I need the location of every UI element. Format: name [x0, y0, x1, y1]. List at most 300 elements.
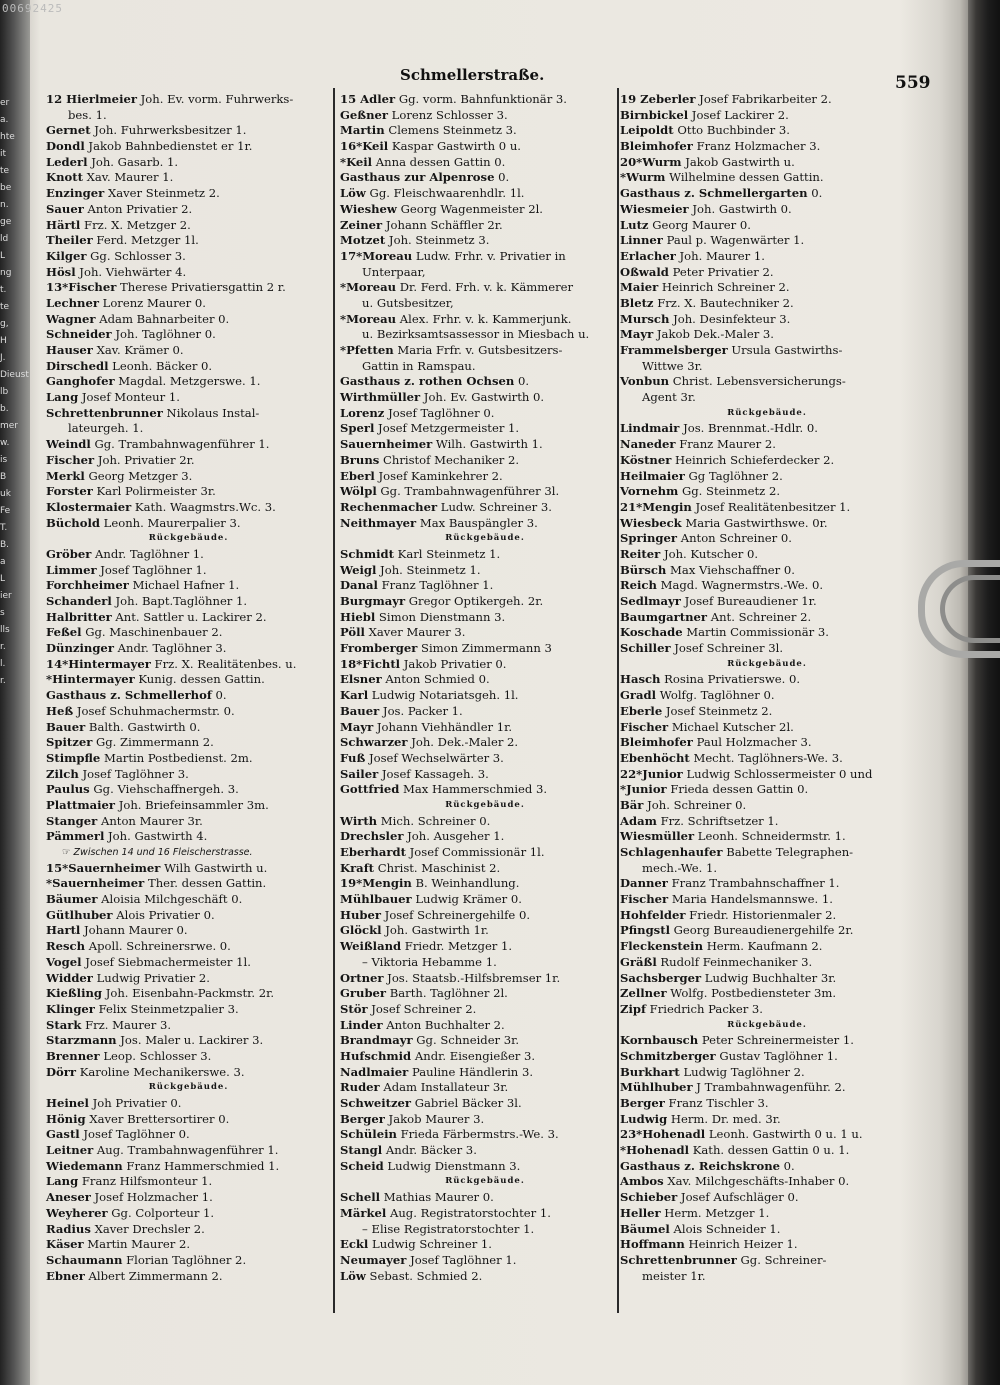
resident-name: Starzmann: [46, 1033, 117, 1048]
resident-entry: [340, 688, 630, 704]
resident-details: Florian Taglöhner 2.: [122, 1252, 247, 1267]
resident-entry: [340, 1002, 630, 1018]
resident-entry: [340, 343, 630, 359]
resident-entry: [46, 218, 331, 234]
resident-details: Joh. Ausgeher 1.: [403, 829, 505, 844]
margin-fragment: L: [0, 574, 6, 584]
entry-continuation: – Elise Registratorstochter 1.: [362, 1221, 535, 1236]
resident-entry: [340, 1190, 630, 1206]
resident-details: 0.: [807, 186, 823, 201]
resident-entry: [340, 610, 630, 626]
margin-fragment: L: [0, 251, 6, 261]
margin-fragment: s: [0, 608, 5, 618]
resident-name: Fromberger: [340, 641, 418, 656]
resident-name: Brandmayr: [340, 1033, 413, 1048]
resident-entry: [620, 343, 914, 359]
resident-entry: [620, 1222, 914, 1238]
resident-details: Herm. Dr. med. 3r.: [667, 1111, 781, 1126]
resident-entry: [46, 688, 331, 704]
resident-details: Josef Realitätenbesitzer 1.: [691, 499, 851, 514]
resident-details: 0.: [780, 1158, 795, 1173]
resident-details: Babette Telegraphen-: [722, 845, 854, 859]
house-number: *: [340, 311, 347, 326]
resident-name: Bäumel: [620, 1221, 670, 1236]
resident-name: Sauernheimer: [68, 860, 161, 875]
resident-entry: [340, 704, 630, 720]
resident-details: Joh. Taglöhner 0.: [111, 327, 216, 342]
resident-details: Rosina Privatierswe. 0.: [660, 672, 801, 687]
resident-name: Schrettenbrunner: [46, 405, 163, 420]
resident-details: Aug. Trambahnwagenführer 1.: [93, 1143, 279, 1158]
resident-name: Schülein: [340, 1127, 397, 1142]
resident-entry: [620, 641, 914, 657]
resident-entry: [46, 280, 331, 296]
house-number: 19: [620, 92, 641, 106]
resident-entry: [46, 594, 331, 610]
resident-name: Huber: [340, 907, 381, 922]
resident-name: Spitzer: [46, 735, 93, 750]
resident-entry: [340, 876, 630, 892]
house-number: 20*: [620, 154, 643, 169]
resident-entry: [620, 108, 914, 124]
margin-fragment: ld: [0, 234, 9, 244]
resident-entry: [46, 1174, 331, 1190]
resident-entry: [340, 971, 630, 987]
resident-entry: [46, 1253, 331, 1269]
resident-name: Frammelsberger: [620, 343, 728, 357]
resident-name: Heilmaier: [620, 468, 685, 483]
resident-details: Gg. Schneider 3r.: [412, 1033, 520, 1048]
resident-name: Schieber: [620, 1190, 678, 1205]
resident-entry: [46, 469, 331, 485]
column-middle: [340, 92, 630, 1284]
resident-details: Joh. Eisenbahn-Packmstr. 2r.: [102, 986, 275, 1001]
resident-details: Gg. Schlosser 3.: [86, 248, 186, 263]
resident-name: Stark: [46, 1017, 82, 1032]
margin-fragment: T.: [0, 523, 8, 533]
resident-details: Xaver Steinmetz 2.: [104, 186, 220, 201]
resident-details: Joh. Gastwirth 1r.: [381, 923, 489, 938]
entry-continuation: bes. 1.: [68, 107, 107, 122]
corner-stamp: 00692425: [2, 2, 63, 15]
resident-name: Paulus: [46, 782, 90, 797]
resident-entry: [46, 1269, 331, 1285]
resident-details: Gg. Schreiner-: [736, 1252, 827, 1267]
resident-name: Junior: [626, 782, 667, 797]
resident-details: Gg. vorm. Bahnfunktionär 3.: [395, 92, 567, 106]
resident-entry: [340, 751, 630, 767]
section-heading: Rückgebäude.: [727, 1019, 807, 1030]
resident-entry: [620, 123, 914, 139]
resident-details: Frz. Schriftsetzer 1.: [656, 813, 779, 828]
resident-entry: [620, 547, 914, 563]
resident-entry: [46, 720, 331, 736]
house-number: 22*: [620, 766, 643, 781]
resident-name: Kornbausch: [620, 1033, 699, 1048]
resident-details: Aloisia Milchgeschäft 0.: [97, 892, 243, 907]
resident-entry: [340, 1269, 630, 1285]
entry-continuation: u. Bezirksamtsassessor in Miesbach u.: [362, 327, 590, 342]
margin-fragment: it: [0, 149, 7, 159]
resident-details: Friedr. Historienmaler 2.: [685, 907, 837, 922]
resident-details: Paul p. Wagenwärter 1.: [662, 233, 805, 248]
resident-details: Max Bauspängler 3.: [416, 515, 538, 530]
resident-entry: [46, 1049, 331, 1065]
resident-name: Hösl: [46, 264, 76, 279]
resident-name: Reich: [620, 578, 657, 593]
resident-name: Forster: [46, 484, 93, 499]
resident-name: Mühlhuber: [620, 1080, 693, 1095]
resident-details: Joh. Schreiner 0.: [643, 797, 747, 812]
resident-entry: [620, 1143, 914, 1159]
resident-details: Joh. Ev. vorm. Fuhrwerks-: [136, 92, 294, 106]
paper-clip-inner: [940, 575, 1000, 643]
resident-name: Adler: [360, 92, 396, 106]
resident-details: Joh Privatier 0.: [88, 1096, 182, 1110]
resident-name: Schell: [340, 1190, 381, 1205]
resident-entry: [46, 1206, 331, 1222]
resident-name: Gütlhuber: [46, 907, 113, 922]
resident-details: Maria Frfr. v. Gutsbesitzers-: [393, 343, 563, 357]
resident-name: Zeiner: [340, 217, 383, 232]
resident-entry: [46, 233, 331, 249]
resident-details: Josef Taglöhner 0.: [79, 1127, 190, 1142]
resident-entry: [46, 547, 331, 563]
resident-entry: [340, 1237, 630, 1253]
resident-name: Wiedemann: [46, 1158, 123, 1173]
resident-entry: [46, 390, 331, 406]
resident-entry: [620, 437, 914, 453]
resident-name: Hohenadl: [642, 1127, 706, 1142]
resident-name: Sauernheimer: [340, 437, 433, 452]
resident-entry: [620, 923, 914, 939]
resident-entry: [46, 861, 331, 877]
resident-entry: [620, 296, 914, 312]
resident-entry: [340, 563, 630, 579]
resident-details: Albert Zimmermann 2.: [84, 1268, 223, 1283]
column-rule-left: [333, 88, 335, 1313]
resident-details: Jos. Brennmat.-Hdlr. 0.: [679, 421, 818, 436]
resident-details: Xaver Drechsler 2.: [90, 1221, 205, 1236]
house-number: *: [46, 672, 53, 687]
resident-entry: [340, 406, 630, 422]
resident-details: Jakob Maurer 3.: [384, 1111, 485, 1126]
resident-details: Wolfg. Postbediensteter 3m.: [666, 986, 837, 1001]
resident-details: Georg Maurer 0.: [648, 217, 751, 232]
resident-entry: [340, 500, 630, 516]
resident-details: Frieda dessen Gattin 0.: [666, 782, 809, 797]
resident-details: Gustav Taglöhner 1.: [715, 1048, 838, 1063]
resident-details: Leonh. Schneidermstr. 1.: [694, 829, 846, 844]
resident-name: Scheid: [340, 1158, 384, 1173]
margin-fragment: H: [0, 336, 7, 346]
resident-entry: [46, 1112, 331, 1128]
resident-entry: [46, 625, 331, 641]
resident-details: Martin Maurer 2.: [83, 1237, 191, 1252]
resident-entry: [340, 186, 630, 202]
house-number: 18*: [340, 656, 363, 671]
resident-entry: [340, 218, 630, 234]
resident-details: Ther. dessen Gattin.: [144, 876, 267, 891]
resident-entry: [46, 939, 331, 955]
resident-details: Frz. X. Realitätenbes. u.: [150, 656, 297, 671]
resident-name: Hiebl: [340, 609, 376, 624]
resident-details: Anton Schreiner 0.: [677, 531, 792, 546]
resident-details: Ludw. Schreiner 3.: [437, 499, 552, 514]
resident-details: Ludwig Taglöhner 2.: [679, 1064, 805, 1079]
resident-details: Josef Taglöhner 3.: [78, 766, 189, 781]
resident-name: Moreau: [362, 248, 413, 263]
resident-details: Gabriel Bäcker 3l.: [411, 1096, 522, 1110]
margin-fragment: a.: [0, 115, 9, 125]
resident-details: Heinrich Heizer 1.: [684, 1237, 798, 1252]
resident-name: Gasthaus zur Alpenrose: [340, 170, 495, 185]
resident-entry: [620, 327, 914, 343]
resident-details: Gg. Steinmetz 2.: [678, 484, 781, 499]
resident-details: Jakob Bahnbedienstet er 1r.: [84, 139, 253, 154]
resident-details: Paul Holzmacher 3.: [692, 735, 812, 750]
margin-fragment: is: [0, 455, 8, 465]
resident-details: Max Hammerschmied 3.: [399, 782, 548, 797]
resident-details: Josef Kaminkehrer 2.: [374, 468, 503, 483]
resident-name: Sauer: [46, 201, 84, 216]
resident-name: Bürsch: [620, 562, 667, 577]
entry-continuation: Gattin in Ramspau.: [362, 358, 476, 373]
margin-fragment: uk: [0, 489, 11, 499]
resident-details: Josef Bureaudiener 1r.: [680, 594, 817, 608]
resident-details: Heinrich Schieferdecker 2.: [671, 452, 835, 467]
resident-name: Naneder: [620, 437, 676, 452]
resident-details: Martin Postbedienst. 2m.: [100, 750, 253, 765]
resident-entry: [46, 657, 331, 673]
resident-name: Enzinger: [46, 186, 105, 201]
entry-continuation: meister 1r.: [642, 1268, 706, 1283]
resident-details: Ludwig Privatier 2.: [92, 970, 210, 985]
resident-entry: [620, 751, 914, 767]
resident-entry: [620, 484, 914, 500]
resident-entry: [46, 1018, 331, 1034]
resident-name: Bauer: [340, 703, 380, 718]
resident-details: Jakob Dek.-Maler 3.: [653, 327, 774, 342]
resident-entry: [46, 798, 331, 814]
resident-name: Mayr: [620, 327, 654, 342]
resident-entry: [340, 249, 630, 265]
resident-name: Lederl: [46, 154, 88, 169]
resident-name: Wiesmüller: [620, 829, 695, 844]
resident-details: Josef Siebmachermeister 1l.: [81, 954, 251, 969]
resident-details: Joh. Maurer 1.: [675, 248, 765, 263]
resident-details: Joh. Viehwärter 4.: [75, 264, 187, 279]
resident-details: Josef Monteur 1.: [78, 390, 180, 405]
resident-details: Anton Privatier 2.: [83, 201, 193, 216]
margin-fragment: n.: [0, 200, 9, 210]
resident-name: Gernet: [46, 123, 91, 138]
resident-name: Käser: [46, 1237, 84, 1252]
resident-details: Ludwig Krämer 0.: [411, 892, 522, 907]
resident-name: Mengin: [362, 876, 412, 891]
resident-name: Fuß: [340, 750, 366, 765]
resident-entry: [620, 218, 914, 234]
resident-entry: [620, 971, 914, 987]
margin-fragment: t.: [0, 285, 7, 295]
resident-name: Mühlbauer: [340, 892, 412, 907]
resident-name: Gasthaus z. rothen Ochsen: [340, 374, 515, 389]
resident-entry: [620, 469, 914, 485]
house-number: 15: [340, 92, 361, 106]
resident-entry: [46, 484, 331, 500]
margin-fragment: r.: [0, 676, 6, 686]
resident-details: Gg. Trambahnwagenführer 3l.: [376, 484, 560, 499]
resident-name: Linder: [340, 1017, 383, 1032]
resident-name: Mayr: [340, 719, 374, 734]
resident-entry: [620, 1127, 914, 1143]
resident-details: Christ. Lebensversicherungs-: [669, 374, 846, 389]
resident-entry: [620, 202, 914, 218]
resident-details: Joh. Steinmetz 1.: [376, 562, 481, 577]
resident-name: Ebenhöcht: [620, 750, 690, 765]
resident-name: Zellner: [620, 986, 667, 1001]
resident-entry: [340, 170, 630, 186]
resident-name: Springer: [620, 531, 678, 546]
resident-name: Pfetten: [346, 343, 394, 357]
resident-details: Therese Privatiersgattin 2 r.: [116, 280, 286, 295]
resident-entry: [620, 312, 914, 328]
resident-entry: [620, 1206, 914, 1222]
resident-entry: [340, 641, 630, 657]
resident-details: Christof Mechaniker 2.: [379, 452, 520, 467]
house-number: *: [340, 154, 347, 169]
resident-name: Pöll: [340, 625, 365, 640]
resident-name: Birnbickel: [620, 107, 689, 122]
resident-details: Ant. Schreiner 2.: [707, 609, 812, 624]
resident-entry: [620, 1065, 914, 1081]
resident-entry: [340, 484, 630, 500]
resident-name: Gradl: [620, 688, 657, 703]
resident-name: Gröber: [46, 546, 92, 561]
resident-entry: [620, 578, 914, 594]
resident-details: Herm. Metzger 1.: [660, 1205, 770, 1220]
resident-details: Gg. Zimmermann 2.: [92, 735, 214, 750]
resident-entry: [340, 908, 630, 924]
resident-entry: [46, 1190, 331, 1206]
resident-name: Fischer: [620, 719, 669, 734]
resident-name: Zilch: [46, 766, 79, 781]
entry-continuation: mech.-We. 1.: [642, 860, 718, 875]
resident-details: Josef Aufschläger 0.: [677, 1190, 799, 1205]
margin-fragment: te: [0, 166, 10, 176]
house-number: 15*: [46, 860, 69, 875]
resident-entry: [46, 971, 331, 987]
resident-entry: [46, 186, 331, 202]
margin-fragment: g,: [0, 319, 9, 329]
resident-details: Ferd. Metzger 1l.: [92, 233, 199, 248]
resident-name: Heinel: [46, 1096, 89, 1110]
resident-name: Stimpfle: [46, 750, 101, 765]
resident-name: Fichtl: [362, 656, 401, 671]
resident-entry: [46, 955, 331, 971]
page-edge-shadow: [968, 0, 1000, 1385]
resident-name: Bletz: [620, 295, 654, 310]
resident-name: Widder: [46, 970, 93, 985]
resident-name: Gasthaus z. Reichskrone: [620, 1158, 780, 1173]
resident-details: Xav. Milchgeschäfts-Inhaber 0.: [663, 1174, 850, 1189]
entry-continuation: Unterpaar,: [362, 264, 426, 279]
resident-details: Josef Steinmetz 2.: [662, 703, 773, 718]
resident-entry: [340, 845, 630, 861]
resident-entry: [620, 92, 914, 108]
resident-name: Kilger: [46, 248, 87, 263]
resident-entry: [620, 1002, 914, 1018]
resident-entry: [46, 1143, 331, 1159]
resident-details: 0.: [211, 688, 227, 703]
resident-name: Fischer: [620, 892, 669, 907]
margin-fragment: b.: [0, 404, 9, 414]
resident-entry: [340, 1065, 630, 1081]
house-number: 17*: [340, 248, 363, 263]
resident-entry: [620, 186, 914, 202]
resident-name: Martin: [340, 123, 385, 138]
resident-details: Andr. Bäcker 3.: [382, 1143, 477, 1158]
resident-entry: [620, 233, 914, 249]
resident-name: Hohenadl: [626, 1143, 690, 1158]
resident-details: Karl Steinmetz 1.: [394, 546, 501, 561]
resident-name: Weigl: [340, 562, 377, 577]
resident-name: Lang: [46, 1174, 79, 1189]
resident-details: Barth. Taglöhner 2l.: [386, 986, 508, 1001]
resident-name: Brenner: [46, 1048, 100, 1063]
resident-details: Christ. Maschinist 2.: [374, 860, 501, 875]
section-heading: Rückgebäude.: [727, 407, 807, 418]
resident-entry: [620, 265, 914, 281]
resident-entry: [340, 437, 630, 453]
resident-name: Knott: [46, 170, 83, 185]
resident-details: Ludwig Schlossermeister 0 und: [682, 766, 873, 781]
resident-details: Andr. Taglöhner 1.: [91, 546, 204, 561]
resident-entry: [46, 908, 331, 924]
resident-entry: [46, 453, 331, 469]
resident-name: Sachsberger: [620, 970, 702, 985]
resident-details: Johann Schäffler 2r.: [382, 217, 503, 232]
resident-name: Berger: [620, 1096, 665, 1110]
resident-entry: [46, 374, 331, 390]
resident-details: Gg Taglöhner 2.: [684, 468, 783, 483]
resident-details: Leonh. Gastwirth 0 u. 1 u.: [705, 1127, 863, 1142]
resident-name: Lindmair: [620, 421, 680, 436]
resident-name: Lang: [46, 390, 79, 405]
resident-name: Klostermaier: [46, 499, 132, 514]
resident-name: Weindl: [46, 437, 91, 452]
resident-name: Zipf: [620, 1001, 646, 1016]
resident-details: 0.: [494, 170, 510, 185]
resident-entry: [620, 798, 914, 814]
resident-name: Junior: [642, 766, 683, 781]
resident-name: Plattmaier: [46, 797, 116, 812]
resident-name: Hasch: [620, 672, 661, 687]
resident-entry: [340, 312, 630, 328]
resident-name: Resch: [46, 939, 86, 954]
resident-name: Ebner: [46, 1268, 85, 1283]
section-heading: Rückgebäude.: [445, 533, 525, 544]
resident-name: Burkhart: [620, 1064, 680, 1079]
resident-entry: [620, 625, 914, 641]
resident-name: Hufschmid: [340, 1048, 412, 1063]
resident-entry: [340, 108, 630, 124]
resident-details: Kath. dessen Gattin 0 u. 1.: [689, 1143, 850, 1158]
resident-details: Karoline Mechanikerswe. 3.: [76, 1064, 245, 1079]
resident-name: Aneser: [46, 1190, 91, 1205]
resident-entry: [340, 861, 630, 877]
resident-entry: [340, 986, 630, 1002]
